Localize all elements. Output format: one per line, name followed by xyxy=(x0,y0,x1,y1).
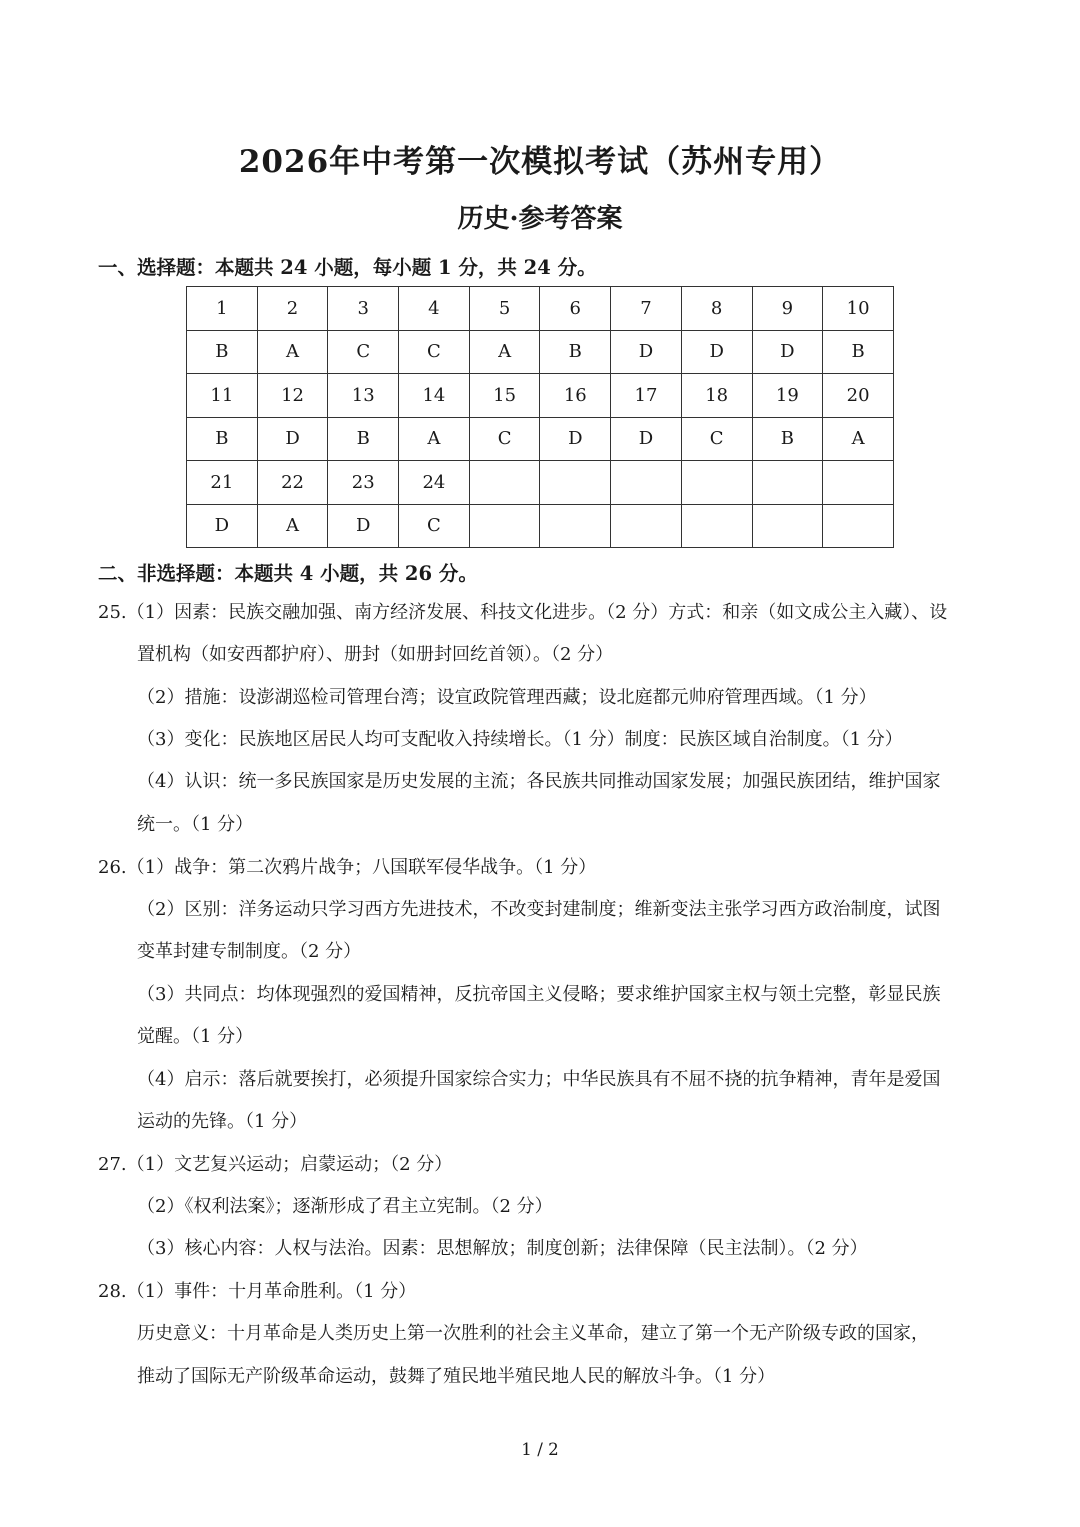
table-cell: B xyxy=(540,330,611,374)
table-row xyxy=(187,287,894,331)
table-cell: C xyxy=(469,417,540,461)
table-cell xyxy=(469,504,540,548)
answer-line: 27.（1）文艺复兴运动；启蒙运动；（2 分） xyxy=(98,1154,453,1175)
table-cell: D xyxy=(752,330,823,374)
table-cell: 12 xyxy=(257,374,328,418)
answer-line: 变革封建专制制度。（2 分） xyxy=(137,941,362,962)
table-cell: 10 xyxy=(823,287,894,331)
table-cell: 4 xyxy=(399,287,470,331)
section1-heading: 一、选择题：本题共 24 小题，每小题 1 分，共 24 分。 xyxy=(98,256,597,279)
table-cell: A xyxy=(823,417,894,461)
table-cell: 20 xyxy=(823,374,894,418)
answer-line: （3）核心内容：人权与法治。因素：思想解放；制度创新；法律保障（民主法制）。（2 分） xyxy=(137,1238,868,1259)
table-cell: B xyxy=(328,417,399,461)
table-cell: 5 xyxy=(469,287,540,331)
table-cell: 21 xyxy=(187,461,258,505)
table-cell xyxy=(823,504,894,548)
table-cell: B xyxy=(187,417,258,461)
table-cell: B xyxy=(187,330,258,374)
table-cell: 9 xyxy=(752,287,823,331)
answer-line: 历史意义：十月革命是人类历史上第一次胜利的社会主义革命，建立了第一个无产阶级专政的国家， xyxy=(137,1323,929,1344)
table-cell: 1 xyxy=(187,287,258,331)
table-cell: 7 xyxy=(611,287,682,331)
table-cell: D xyxy=(257,417,328,461)
table-cell: 17 xyxy=(611,374,682,418)
table-cell: A xyxy=(257,504,328,548)
table-cell: D xyxy=(328,504,399,548)
section2-heading: 二、非选择题：本题共 4 小题，共 26 分。 xyxy=(98,562,478,585)
answer-line: 置机构（如安西都护府）、册封（如册封回纥首领）。（2 分） xyxy=(137,644,614,665)
page-subtitle: 历史·参考答案 xyxy=(457,204,623,234)
table-cell: D xyxy=(681,330,752,374)
table-cell: B xyxy=(752,417,823,461)
answer-line: （2）措施：设澎湖巡检司管理台湾；设宣政院管理西藏；设北庭都元帅府管理西域。（1 分） xyxy=(137,687,877,708)
table-row xyxy=(187,417,894,461)
answer-table xyxy=(186,286,894,548)
table-cell: 3 xyxy=(328,287,399,331)
table-row xyxy=(187,504,894,548)
table-cell xyxy=(752,504,823,548)
answer-line: （4）认识：统一多民族国家是历史发展的主流；各民族共同推动国家发展；加强民族团结，维护国家 xyxy=(137,771,941,792)
answer-line: 推动了国际无产阶级革命运动，鼓舞了殖民地半殖民地人民的解放斗争。（1 分） xyxy=(137,1366,776,1387)
answer-line: 28.（1）事件：十月革命胜利。（1 分） xyxy=(98,1281,417,1302)
table-cell: 19 xyxy=(752,374,823,418)
answer-line: 觉醒。（1 分） xyxy=(137,1026,254,1047)
answer-line: 25.（1）因素：民族交融加强、南方经济发展、科技文化进步。（2 分）方式：和亲（如文成公主入藏）、设 xyxy=(98,602,948,623)
table-row xyxy=(187,461,894,505)
table-cell: 18 xyxy=(681,374,752,418)
table-cell: A xyxy=(257,330,328,374)
table-cell: 13 xyxy=(328,374,399,418)
table-cell: 24 xyxy=(399,461,470,505)
table-cell: 8 xyxy=(681,287,752,331)
table-cell: 11 xyxy=(187,374,258,418)
answer-line: （2）区别：洋务运动只学习西方先进技术，不改变封建制度；维新变法主张学习西方政治制度，试图 xyxy=(137,899,941,920)
answer-line: 运动的先锋。（1 分） xyxy=(137,1111,308,1132)
table-cell xyxy=(752,461,823,505)
answer-line: （3）变化：民族地区居民人均可支配收入持续增长。（1 分）制度：民族区域自治制度。（1 分） xyxy=(137,729,903,750)
page-number: 1 / 2 xyxy=(521,1440,559,1459)
table-cell: 15 xyxy=(469,374,540,418)
table-cell: D xyxy=(540,417,611,461)
answer-line: （2）《权利法案》；逐渐形成了君主立宪制。（2 分） xyxy=(137,1196,553,1217)
table-cell xyxy=(611,461,682,505)
table-cell xyxy=(823,461,894,505)
table-cell: D xyxy=(187,504,258,548)
answer-line: 统一。（1 分） xyxy=(137,814,254,835)
answer-line: （4）启示：落后就要挨打，必须提升国家综合实力；中华民族具有不屈不挠的抗争精神，青年是爱国 xyxy=(137,1069,941,1090)
table-cell: 14 xyxy=(399,374,470,418)
table-cell xyxy=(611,504,682,548)
table-cell: A xyxy=(399,417,470,461)
table-cell: 2 xyxy=(257,287,328,331)
page-title: 2026年中考第一次模拟考试（苏州专用） xyxy=(238,144,842,180)
table-cell: 22 xyxy=(257,461,328,505)
answer-line: （3）共同点：均体现强烈的爱国精神，反抗帝国主义侵略；要求维护国家主权与领土完整，彰显民族 xyxy=(137,984,941,1005)
table-cell: C xyxy=(328,330,399,374)
table-cell xyxy=(681,504,752,548)
table-cell: 23 xyxy=(328,461,399,505)
answer-line: 26.（1）战争：第二次鸦片战争；八国联军侵华战争。（1 分） xyxy=(98,857,597,878)
table-cell xyxy=(681,461,752,505)
table-cell: D xyxy=(611,330,682,374)
table-cell xyxy=(469,461,540,505)
table-cell: A xyxy=(469,330,540,374)
table-cell: C xyxy=(399,504,470,548)
table-cell: D xyxy=(611,417,682,461)
table-cell: C xyxy=(681,417,752,461)
table-cell xyxy=(540,461,611,505)
table-cell: B xyxy=(823,330,894,374)
table-row xyxy=(187,330,894,374)
table-cell: 6 xyxy=(540,287,611,331)
table-cell xyxy=(540,504,611,548)
table-cell: 16 xyxy=(540,374,611,418)
table-cell: C xyxy=(399,330,470,374)
table-row xyxy=(187,374,894,418)
